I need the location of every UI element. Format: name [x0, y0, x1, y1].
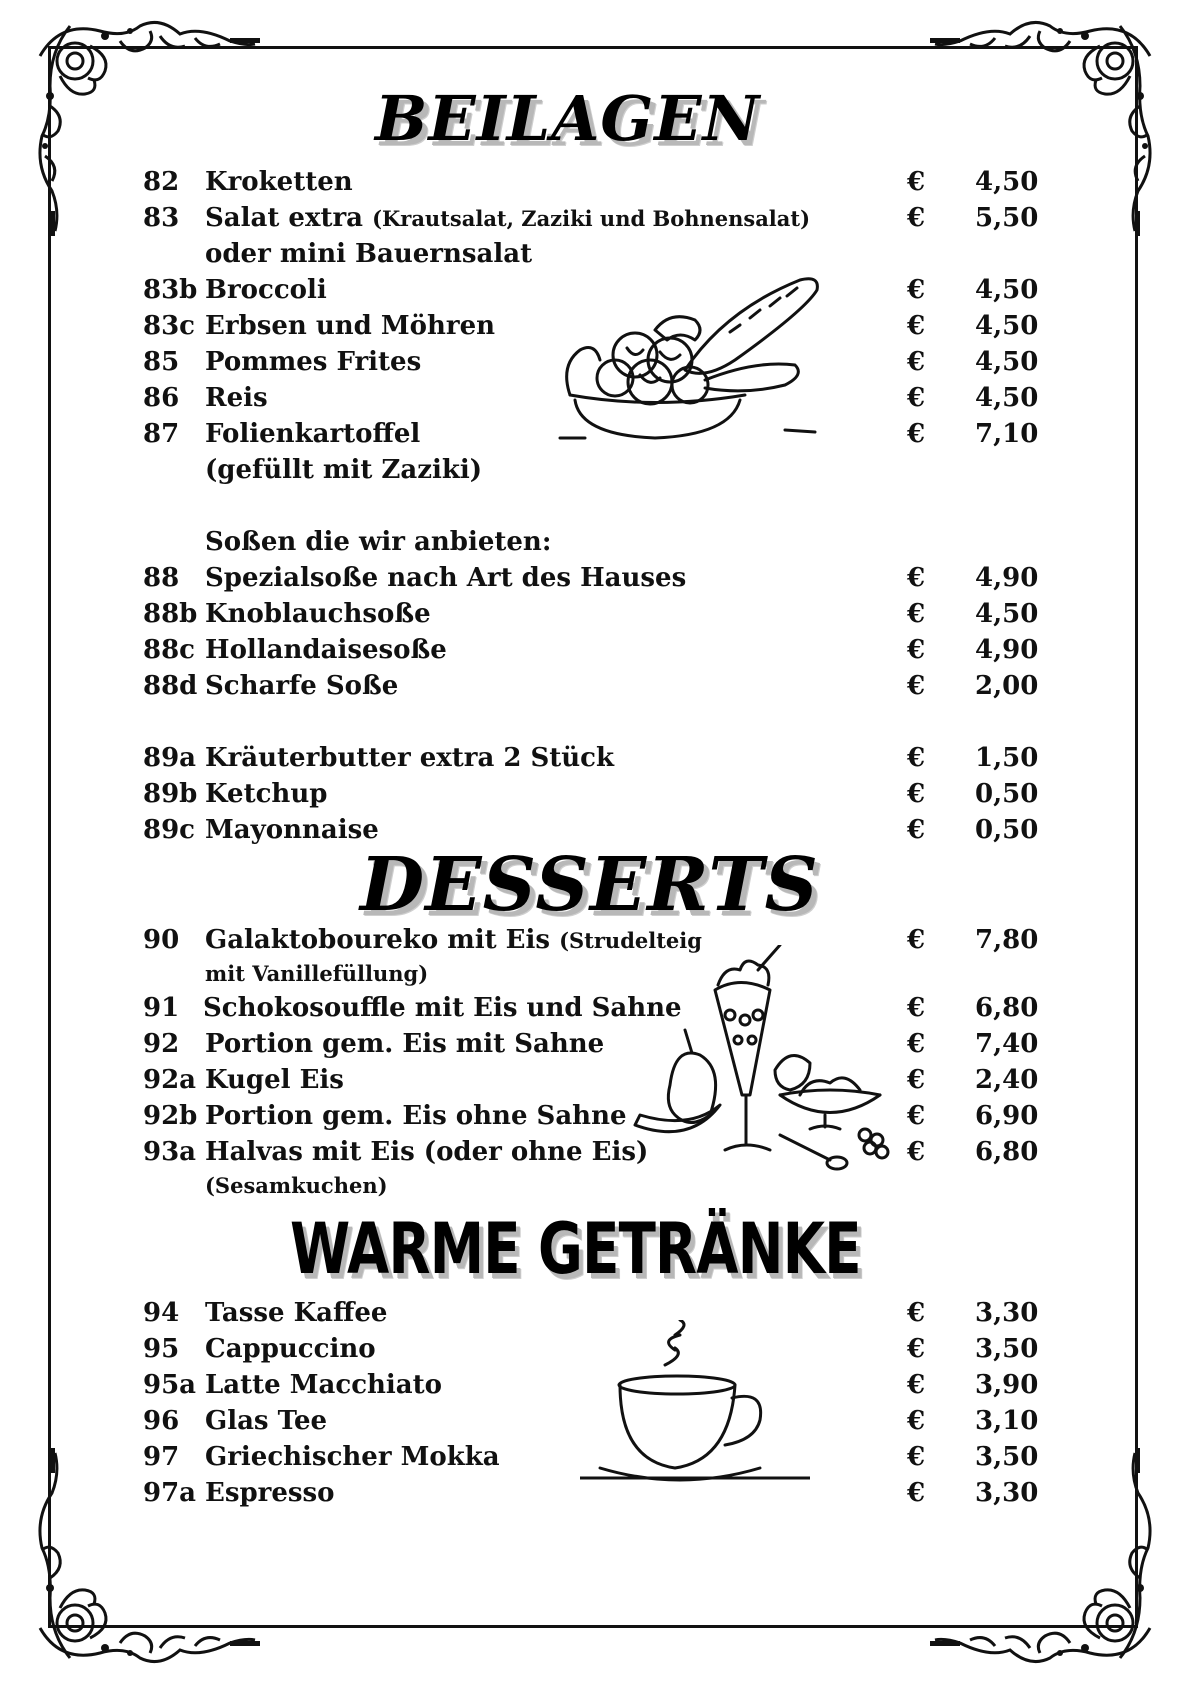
menu-item [0, 1101, 1190, 1135]
item-number: 83b [143, 275, 198, 305]
item-name: Kräuterbutter extra 2 Stück [205, 743, 615, 773]
menu-item [0, 635, 1190, 669]
item-price: 3,50 [975, 1442, 1039, 1472]
item-number: 96 [143, 1406, 180, 1436]
menu-item [0, 671, 1190, 705]
item-number: 92 [143, 1029, 180, 1059]
item-number: 82 [143, 167, 180, 197]
item-name: Ketchup [205, 779, 328, 809]
item-name [205, 203, 810, 233]
item-price: 5,50 [975, 203, 1039, 233]
menu-item [0, 1065, 1190, 1099]
item-subline: (Sesamkuchen) [205, 1173, 388, 1198]
item-number: 91 [143, 993, 180, 1023]
currency-symbol: € [907, 599, 926, 629]
item-name: Spezialsoße nach Art des Hauses [205, 563, 687, 593]
item-price: 4,50 [975, 167, 1039, 197]
currency-symbol: € [907, 1298, 926, 1328]
item-number: 95a [143, 1370, 197, 1400]
menu-item [0, 563, 1190, 597]
menu-item [0, 203, 1190, 237]
item-name: Espresso [205, 1478, 335, 1508]
currency-symbol: € [907, 1101, 926, 1131]
currency-symbol: € [907, 1334, 926, 1364]
item-price: 7,40 [975, 1029, 1039, 1059]
item-name: Erbsen und Möhren [205, 311, 496, 341]
item-number: 94 [143, 1298, 180, 1328]
item-number: 88c [143, 635, 196, 665]
item-number: 97a [143, 1478, 197, 1508]
menu-item [0, 599, 1190, 633]
menu-item [0, 779, 1190, 813]
item-name: Portion gem. Eis ohne Sahne [205, 1101, 627, 1131]
item-name: Broccoli [205, 275, 327, 305]
currency-symbol: € [907, 563, 926, 593]
menu-item [0, 1137, 1190, 1171]
item-price: 6,90 [975, 1101, 1039, 1131]
item-name: Mayonnaise [205, 815, 379, 845]
item-price: 3,30 [975, 1298, 1039, 1328]
currency-symbol: € [907, 383, 926, 413]
item-number: 83 [143, 203, 180, 233]
heading-desserts: DESSERTS [360, 842, 819, 928]
item-name: Scharfe Soße [205, 671, 399, 701]
currency-symbol: € [907, 993, 926, 1023]
currency-symbol: € [907, 1065, 926, 1095]
item-number: 95 [143, 1334, 180, 1364]
item-price: 7,10 [975, 419, 1039, 449]
item-name: Knoblauchsoße [205, 599, 431, 629]
item-name: Reis [205, 383, 268, 413]
item-note: (Strudelteig [559, 928, 702, 953]
item-price: 0,50 [975, 779, 1039, 809]
currency-symbol: € [907, 347, 926, 377]
currency-symbol: € [907, 1442, 926, 1472]
currency-symbol: € [907, 1406, 926, 1436]
item-price: 4,50 [975, 275, 1039, 305]
currency-symbol: € [907, 1137, 926, 1167]
item-name-text: Salat extra [205, 203, 364, 233]
item-number: 86 [143, 383, 180, 413]
item-name: Pommes Frites [205, 347, 422, 377]
heading-beilagen: BEILAGEN [375, 82, 761, 155]
menu-item [0, 1029, 1190, 1063]
coffee-cup-icon [580, 1320, 810, 1495]
sauces-title: Soßen die wir anbieten: [205, 527, 552, 557]
item-name: Latte Macchiato [205, 1370, 443, 1400]
item-note: (Krautsalat, Zaziki und Bohnensalat) [372, 206, 811, 231]
item-price: 4,50 [975, 347, 1039, 377]
currency-symbol: € [907, 311, 926, 341]
item-number: 88d [143, 671, 198, 701]
item-name: Cappuccino [205, 1334, 376, 1364]
item-number: 88 [143, 563, 180, 593]
currency-symbol: € [907, 275, 926, 305]
item-price: 4,50 [975, 599, 1039, 629]
item-price: 2,00 [975, 671, 1039, 701]
item-price: 2,40 [975, 1065, 1039, 1095]
currency-symbol: € [907, 635, 926, 665]
currency-symbol: € [907, 1478, 926, 1508]
item-name: Portion gem. Eis mit Sahne [205, 1029, 605, 1059]
item-number: 92a [143, 1065, 197, 1095]
currency-symbol: € [907, 779, 926, 809]
item-name: Kroketten [205, 167, 353, 197]
menu-item [0, 167, 1190, 201]
item-price: 7,80 [975, 925, 1039, 955]
currency-symbol: € [907, 815, 926, 845]
menu-item [0, 993, 1190, 1027]
heading-warme-getraenke: WARME GETRÄNKE [290, 1208, 861, 1290]
currency-symbol: € [907, 203, 926, 233]
item-number: 88b [143, 599, 198, 629]
item-subline: oder mini Bauernsalat [205, 239, 533, 269]
item-number: 93a [143, 1137, 197, 1167]
item-name: Tasse Kaffee [205, 1298, 388, 1328]
item-subline: (gefüllt mit Zaziki) [205, 455, 483, 485]
item-number: 85 [143, 347, 180, 377]
bread-basket-icon [555, 270, 845, 445]
currency-symbol: € [907, 743, 926, 773]
menu-item [0, 815, 1190, 849]
currency-symbol: € [907, 671, 926, 701]
item-price: 4,90 [975, 635, 1039, 665]
item-price: 4,90 [975, 563, 1039, 593]
item-number: 89a [143, 743, 197, 773]
currency-symbol: € [907, 1370, 926, 1400]
item-price: 3,50 [975, 1334, 1039, 1364]
item-price: 6,80 [975, 993, 1039, 1023]
menu-item [0, 925, 1190, 959]
item-number: 87 [143, 419, 180, 449]
item-price: 6,80 [975, 1137, 1039, 1167]
item-name: Griechischer Mokka [205, 1442, 500, 1472]
item-price: 3,10 [975, 1406, 1039, 1436]
item-name: Hollandaisesoße [205, 635, 447, 665]
menu-item [0, 743, 1190, 777]
item-number: 90 [143, 925, 180, 955]
item-price: 4,50 [975, 311, 1039, 341]
currency-symbol: € [907, 925, 926, 955]
item-price: 3,90 [975, 1370, 1039, 1400]
currency-symbol: € [907, 1029, 926, 1059]
item-name: Glas Tee [205, 1406, 328, 1436]
item-price: 3,30 [975, 1478, 1039, 1508]
item-number: 89b [143, 779, 198, 809]
currency-symbol: € [907, 167, 926, 197]
item-name: Kugel Eis [205, 1065, 344, 1095]
ice-cream-sundae-icon [630, 945, 900, 1175]
item-name: Schokosouffle mit Eis und Sahne [203, 993, 682, 1023]
item-price: 4,50 [975, 383, 1039, 413]
item-number: 83c [143, 311, 196, 341]
item-name-text: Galaktoboureko mit Eis [205, 925, 550, 955]
item-price: 1,50 [975, 743, 1039, 773]
item-name [205, 925, 702, 955]
item-number: 89c [143, 815, 196, 845]
item-subline: mit Vanillefüllung) [205, 961, 429, 986]
item-name: Halvas mit Eis (oder ohne Eis) [205, 1137, 649, 1167]
item-number: 97 [143, 1442, 180, 1472]
item-name: Folienkartoffel [205, 419, 421, 449]
item-number: 92b [143, 1101, 198, 1131]
currency-symbol: € [907, 419, 926, 449]
item-price: 0,50 [975, 815, 1039, 845]
